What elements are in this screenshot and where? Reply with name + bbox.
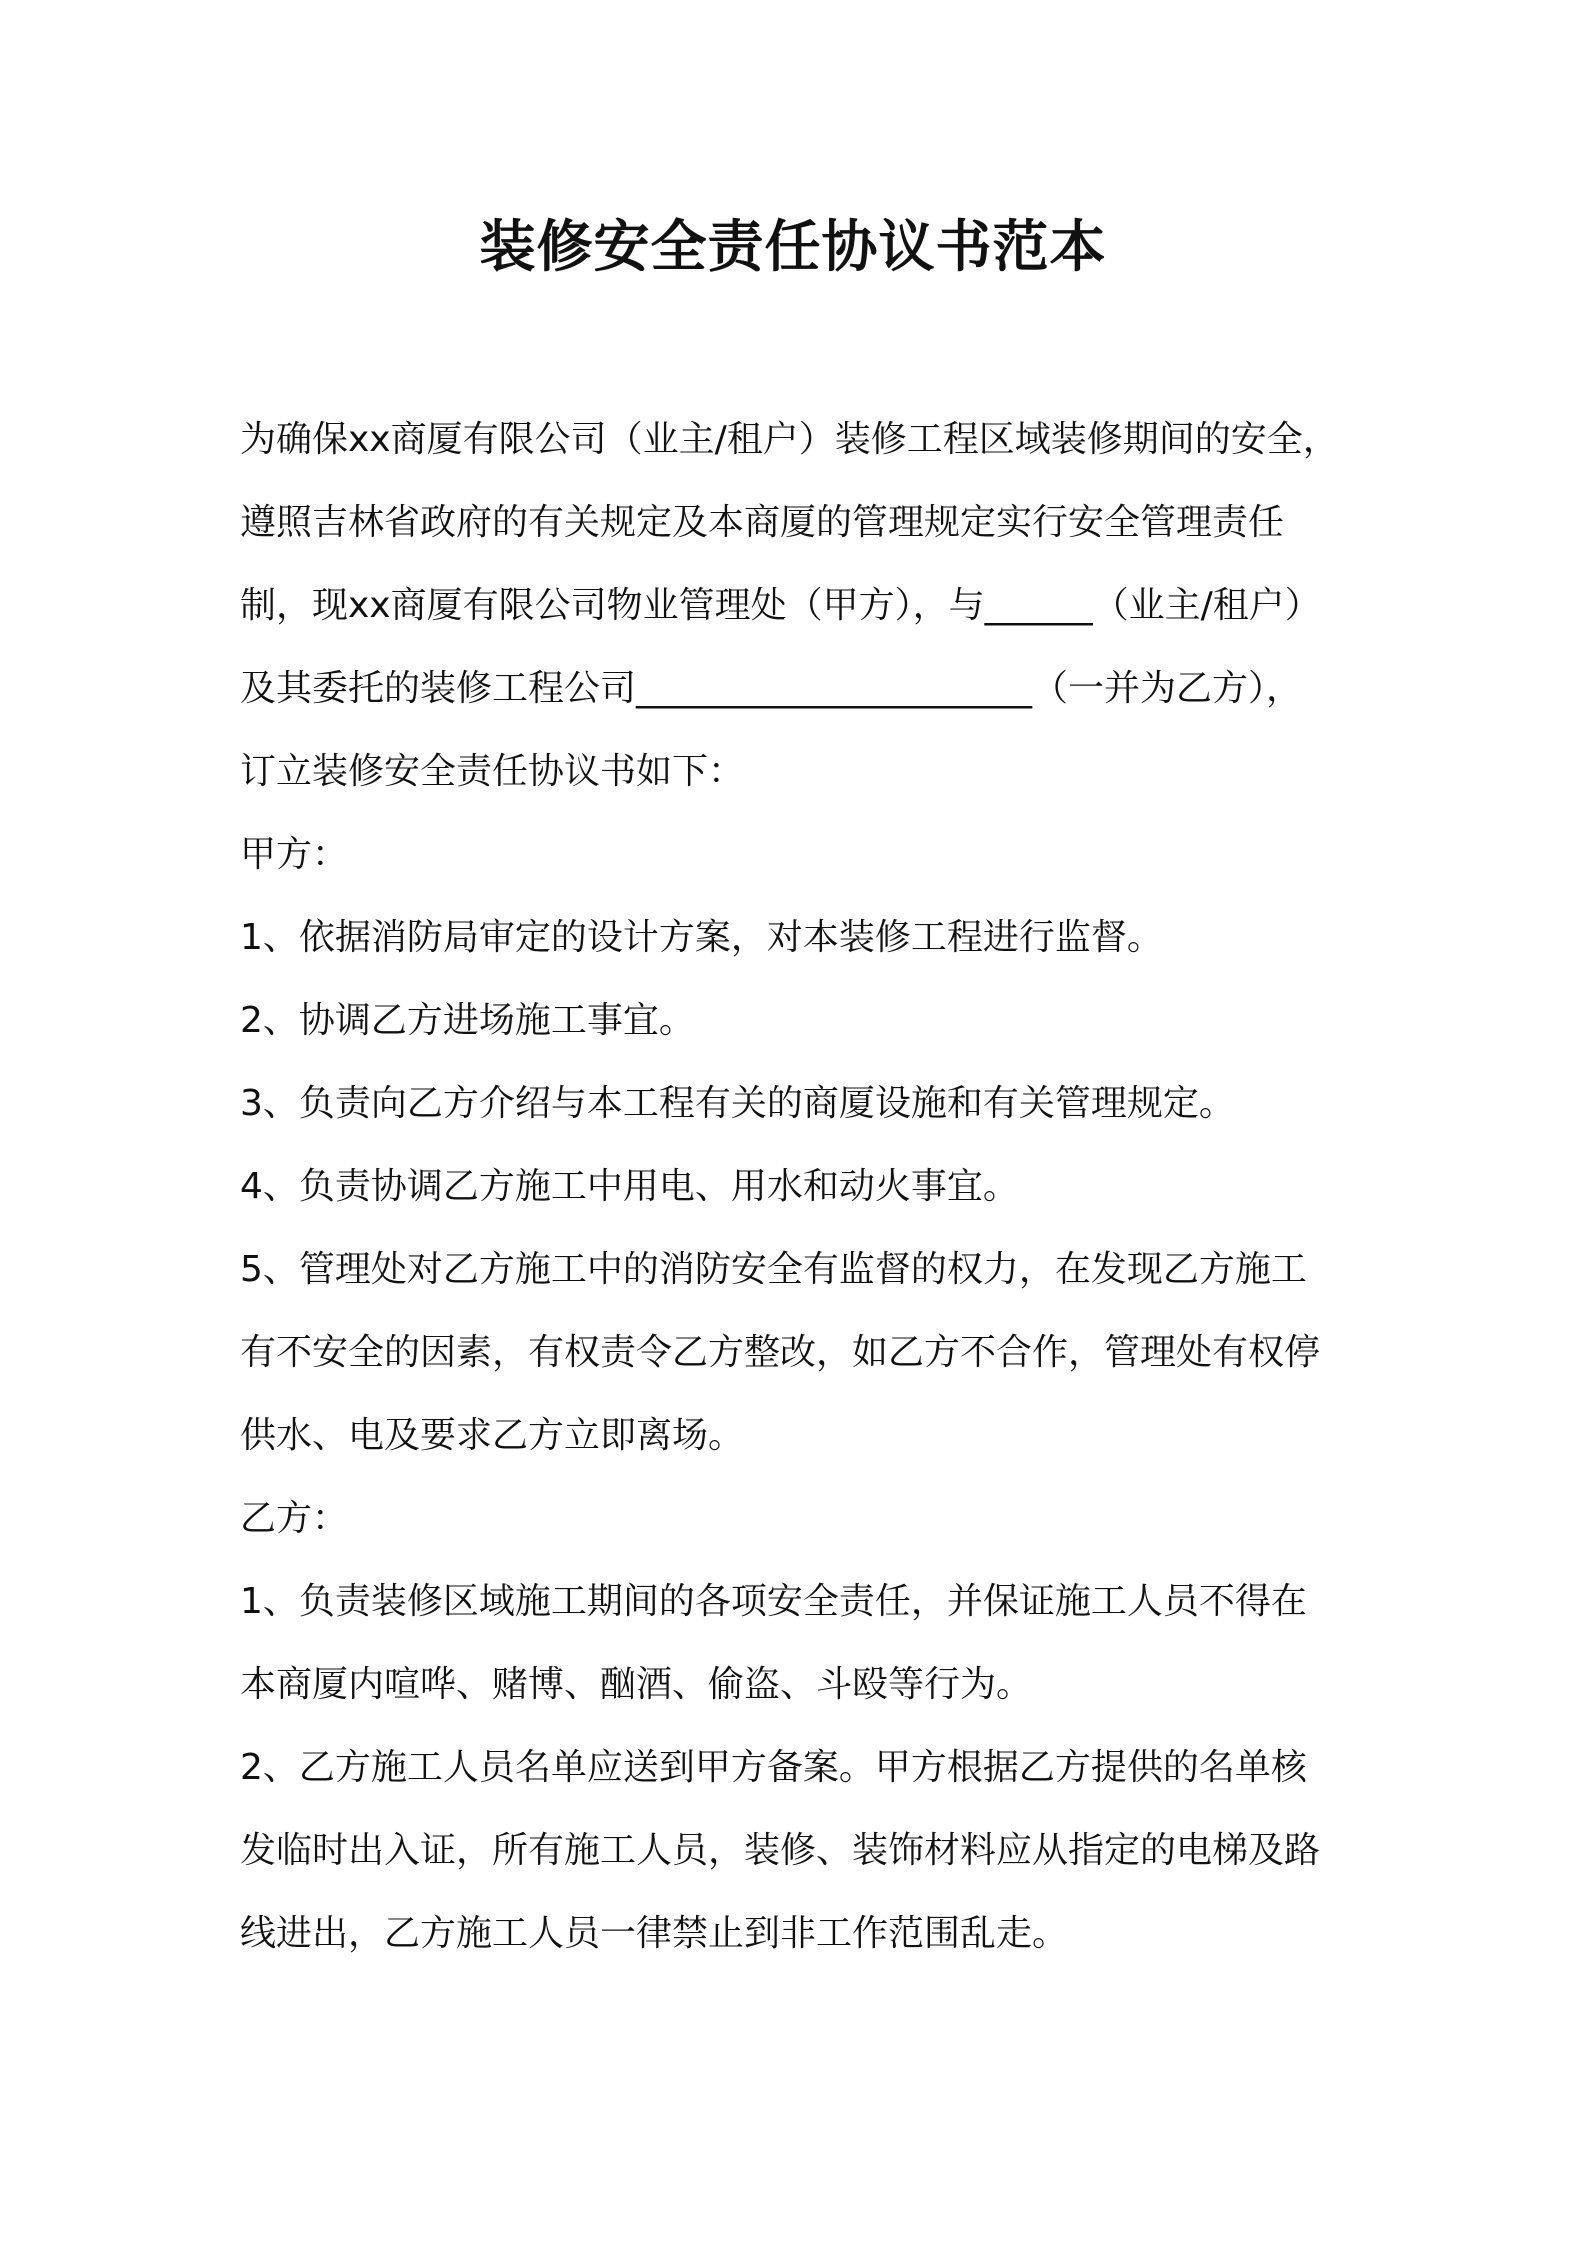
body-line: 线进出，乙方施工人员一律禁止到非工作范围乱走。 <box>240 1913 1069 1954</box>
body-line: 有不安全的因素，有权责令乙方整改，如乙方不合作，管理处有权停 <box>240 1332 1321 1373</box>
body-line: 本商厦内喧哗、赌博、酗酒、偷盗、斗殴等行为。 <box>240 1664 1033 1705</box>
body-line: 供水、电及要求乙方立即离场。 <box>240 1415 745 1456</box>
list-item: 2、协调乙方进场施工事宜。 <box>240 1000 695 1041</box>
list-item: 5、管理处对乙方施工中的消防安全有监督的权力，在发现乙方施工 <box>240 1249 1307 1290</box>
body-line: 发临时出入证，所有施工人员，装修、装饰材料应从指定的电梯及路 <box>240 1830 1321 1871</box>
body-line: 遵照吉林省政府的有关规定及本商厦的管理规定实行安全管理责任 <box>240 502 1285 543</box>
list-item: 1、依据消防局审定的设计方案，对本装修工程进行监督。 <box>240 917 1163 958</box>
list-item: 2、乙方施工人员名单应送到甲方备案。甲方根据乙方提供的名单核 <box>240 1747 1307 1788</box>
body-line: 及其委托的装修工程公司______________________（一并为乙方）， <box>240 668 1303 709</box>
body-line: 订立装修安全责任协议书如下： <box>240 751 745 792</box>
document-body <box>240 398 1360 1975</box>
list-item: 3、负责向乙方介绍与本工程有关的商厦设施和有关管理规定。 <box>240 1083 1235 1124</box>
list-item: 4、负责协调乙方施工中用电、用水和动火事宜。 <box>240 1166 1019 1207</box>
list-item: 1、负责装修区域施工期间的各项安全责任，并保证施工人员不得在 <box>240 1581 1307 1622</box>
body-line: 为确保xx商厦有限公司（业主/租户）装修工程区域装修期间的安全， <box>240 419 1339 460</box>
section-heading-party-b: 乙方： <box>240 1498 349 1539</box>
section-heading-party-a: 甲方： <box>240 834 349 875</box>
document-title: 装修安全责任协议书范本 <box>479 215 1107 280</box>
body-line: 制，现xx商厦有限公司物业管理处（甲方），与______（业主/租户） <box>240 585 1321 626</box>
